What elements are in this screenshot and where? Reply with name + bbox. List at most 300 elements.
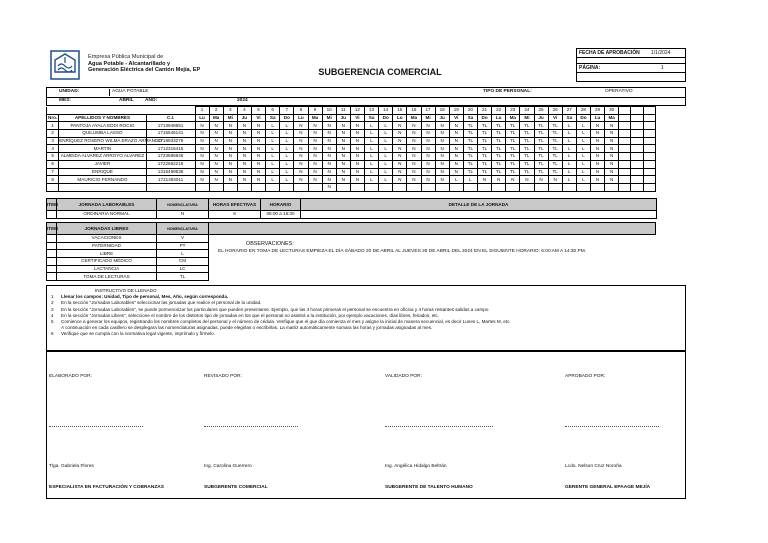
list-item <box>47 235 209 243</box>
shift-cell: N <box>322 137 336 145</box>
day-number: 1 <box>195 107 209 115</box>
validated-by-role: SUBGERENTE DE TALENTO HUMANO <box>385 485 473 490</box>
weekday-label: Lu <box>591 114 605 122</box>
shift-cell: N <box>591 176 605 184</box>
shift-cell: N <box>421 176 435 184</box>
shift-cell: N <box>336 160 350 168</box>
day-number: 23 <box>506 107 520 115</box>
shift-cell: TL <box>492 153 506 161</box>
shift-cell: N <box>506 176 520 184</box>
shift-cell: N <box>252 153 266 161</box>
weekday-label: Ju <box>534 114 548 122</box>
shift-cell: L <box>365 168 379 176</box>
empty-cell <box>619 122 631 130</box>
shift-cell: N <box>393 137 407 145</box>
empty-cell <box>643 160 655 168</box>
shift-name-header: JORNADA LABORABLES <box>57 199 157 211</box>
shift-cell: L <box>379 122 393 130</box>
shift-cell: TL <box>534 153 548 161</box>
shift-cell: N <box>591 160 605 168</box>
shift-cell <box>562 183 576 191</box>
shift-cell <box>393 183 407 191</box>
shift-cell: N <box>336 176 350 184</box>
unit-value: AGUA POTABLE <box>109 89 252 96</box>
empty-cell <box>619 168 631 176</box>
shift-cell: TL <box>478 168 492 176</box>
employee-ci: 1315498636 <box>146 168 195 176</box>
shift-cell: N <box>195 176 209 184</box>
weekday-label: Do <box>379 114 393 122</box>
shift-cell: L <box>266 137 280 145</box>
day-number: 5 <box>252 107 266 115</box>
empty-cell <box>619 130 631 138</box>
employee-name: PANTOJA AYALA EDDI ROCIO <box>59 122 146 130</box>
shift-cell: L <box>365 145 379 153</box>
shift-cell <box>350 183 364 191</box>
table-row <box>47 145 656 153</box>
shift-cell: TL <box>520 168 534 176</box>
shift-cell <box>449 183 463 191</box>
shift-cell: N <box>421 168 435 176</box>
working-shifts-table <box>46 198 657 219</box>
shift-cell: TL <box>548 122 562 130</box>
weekday-label: Do <box>576 114 590 122</box>
approval-date-value: 1/1/2024 <box>651 50 671 56</box>
company-logo-icon <box>50 50 80 80</box>
shift-cell: TL <box>520 122 534 130</box>
shift-cell: L <box>562 122 576 130</box>
empty-cell <box>643 122 655 130</box>
shift-cell: N <box>252 160 266 168</box>
shift-cell: L <box>280 130 294 138</box>
shift-cell: N <box>294 153 308 161</box>
shift-cell: N <box>195 122 209 130</box>
weekday-label: Ma <box>506 114 520 122</box>
shift-cell <box>534 183 548 191</box>
shift-cell: N <box>421 122 435 130</box>
weekday-label: Mi <box>322 114 336 122</box>
day-number: 27 <box>562 107 576 115</box>
signature-line <box>385 426 493 427</box>
shift-cell: L <box>379 176 393 184</box>
blank-cell <box>47 107 196 115</box>
shift-cell: N <box>393 168 407 176</box>
weekday-label: Lu <box>195 114 209 122</box>
table-row <box>47 137 656 145</box>
empty-cell <box>643 137 655 145</box>
table-row <box>47 153 656 161</box>
shift-cell: N <box>294 137 308 145</box>
shift-cell: L <box>365 137 379 145</box>
weekday-label: Sa <box>365 114 379 122</box>
shift-cell: L <box>562 160 576 168</box>
shift-cell: N <box>322 176 336 184</box>
weekday-label: Vi <box>449 114 463 122</box>
shift-cell <box>336 183 350 191</box>
shift-cell: N <box>449 160 463 168</box>
day-number: 3 <box>223 107 237 115</box>
shift-cell: N <box>421 160 435 168</box>
shift-cell: N <box>407 122 421 130</box>
empty-cell <box>47 235 57 243</box>
shift-cell: N <box>195 153 209 161</box>
shift-cell <box>548 183 562 191</box>
row-number: 4 <box>47 145 59 153</box>
shift-cell: L <box>379 130 393 138</box>
shift-cell: N <box>435 130 449 138</box>
shift-cell: N <box>195 137 209 145</box>
weekday-label: Sa <box>266 114 280 122</box>
free-day-name: LACTANCIA <box>57 265 157 273</box>
shift-cell: TL <box>478 122 492 130</box>
shift-code-header: NOMENCLATURA <box>157 199 209 211</box>
day-number: 20 <box>463 107 477 115</box>
list-item <box>47 258 209 266</box>
weekday-label: Do <box>478 114 492 122</box>
shift-cell: N <box>492 176 506 184</box>
shift-cell: L <box>379 145 393 153</box>
shift-cell: N <box>308 122 322 130</box>
shift-cell: L <box>562 176 576 184</box>
shift-cell: N <box>209 145 223 153</box>
shift-cell: N <box>252 122 266 130</box>
shift-cell <box>463 183 477 191</box>
reviewed-by-name: Ing. Carolina Guerrero <box>204 464 252 469</box>
shift-cell: N <box>591 137 605 145</box>
shift-cell: L <box>463 176 477 184</box>
shift-cell: TL <box>463 137 477 145</box>
shift-cell: N <box>435 153 449 161</box>
empty-cell <box>631 114 643 122</box>
signatures-box <box>46 351 686 499</box>
free-code-header: NOMENCLATURA <box>157 223 209 235</box>
day-number: 26 <box>548 107 562 115</box>
shift-cell: N <box>308 145 322 153</box>
free-day-code: TL <box>157 273 209 281</box>
shift-cell: L <box>576 168 590 176</box>
shift-cell: TL <box>506 160 520 168</box>
shift-cell <box>506 183 520 191</box>
shift-cell: N <box>548 176 562 184</box>
day-number: 21 <box>478 107 492 115</box>
ci-header: C.I. <box>146 114 195 122</box>
staff-type-label: TIPO DE PERSONAL: <box>483 89 532 94</box>
shift-cell: N <box>449 122 463 130</box>
shift-cell: N <box>195 160 209 168</box>
day-number: 10 <box>322 107 336 115</box>
shift-cell <box>605 183 619 191</box>
table-row <box>47 122 656 130</box>
shift-cell: L <box>280 153 294 161</box>
empty-cell <box>619 160 631 168</box>
weekday-label: Ju <box>237 114 251 122</box>
shift-cell: N <box>252 168 266 176</box>
shift-cell: TL <box>520 137 534 145</box>
shift-cell: L <box>280 160 294 168</box>
shift-cell: N <box>223 176 237 184</box>
weekday-label: Sa <box>562 114 576 122</box>
shift-cell: N <box>435 176 449 184</box>
shift-cell: N <box>308 168 322 176</box>
instruction-number: 3 <box>51 306 54 312</box>
shift-cell: N <box>435 122 449 130</box>
employee-ci: 1718933276 <box>146 137 195 145</box>
month-value: ABRIL <box>119 98 134 103</box>
approval-date-label: FECHA DE APROBACIÓN <box>579 50 640 56</box>
weekday-label: Ma <box>308 114 322 122</box>
empty-cell <box>643 176 655 184</box>
shift-cell: L <box>562 137 576 145</box>
shift-cell: TL <box>520 160 534 168</box>
weekday-label: Ju <box>336 114 350 122</box>
shift-cell: N <box>308 176 322 184</box>
shift-cell: N <box>252 176 266 184</box>
shift-cell: L <box>266 130 280 138</box>
day-number: 9 <box>308 107 322 115</box>
day-number: 22 <box>492 107 506 115</box>
schedule-table <box>46 106 656 192</box>
day-number: 30 <box>605 107 619 115</box>
reviewed-by-role: SUBGERENTE COMERCIAL <box>204 485 268 490</box>
shift-cell: N <box>237 145 251 153</box>
day-number: 6 <box>266 107 280 115</box>
row-number: 2 <box>47 130 59 138</box>
shift-cell: N <box>336 153 350 161</box>
shift-cell: N <box>294 145 308 153</box>
validated-by-name: Ing. Angélica Hidalgo Beltrán <box>385 464 447 469</box>
employee-name: ENRÍQUEZ ROSERO WILMA ERAZO ARMANDO <box>59 138 162 144</box>
shift-cell: N <box>336 130 350 138</box>
employee-ci: 1715546141 <box>146 130 195 138</box>
shift-cell: N <box>591 153 605 161</box>
free-day-name: TOMA DE LECTURAS <box>57 273 157 281</box>
weekday-label: Vi <box>350 114 364 122</box>
shift-hours-header: HORAS EFECTIVAS <box>209 199 261 211</box>
free-name-header: JORNADAS LIBRES <box>57 223 157 235</box>
shift-cell: N <box>322 122 336 130</box>
shift-cell: L <box>379 168 393 176</box>
shift-cell: N <box>605 122 619 130</box>
row-number: 8 <box>47 176 59 184</box>
empty-cell <box>619 107 631 115</box>
empty-cell <box>643 168 655 176</box>
shift-cell: N <box>421 145 435 153</box>
free-day-name: LIBRE <box>57 250 157 258</box>
shift-cell: N <box>449 145 463 153</box>
employee-name: MAURICIO FERNANDO <box>59 176 146 184</box>
shift-cell: L <box>266 168 280 176</box>
shift-cell: TL <box>463 168 477 176</box>
empty-cell <box>47 242 57 250</box>
empty-cell <box>47 273 57 281</box>
shift-cell: N <box>605 160 619 168</box>
shift-cell: N <box>308 130 322 138</box>
signature-line <box>565 426 659 427</box>
shift-cell: N <box>605 130 619 138</box>
empty-cell <box>631 145 643 153</box>
shift-cell: N <box>252 145 266 153</box>
shift-detail-header: DETALLE DE LA JORNADA <box>301 199 657 211</box>
shift-cell: N <box>393 176 407 184</box>
shift-cell: L <box>365 130 379 138</box>
shift-cell: N <box>294 122 308 130</box>
shift-cell: N <box>449 130 463 138</box>
shift-cell: N <box>449 137 463 145</box>
shift-cell: L <box>379 160 393 168</box>
weekday-label: Mi <box>223 114 237 122</box>
empty-cell <box>619 114 631 122</box>
observations-text: EL HORARIO EN TOMA DE LECTURAS EMPIEZA EL DÍA SÁBADO 20 DE ABRIL AL JUEVES 26 DE ABRIL DEL 2024 EN EL SIGUIENTE HORARIO: 6:00 AM A 14:30 PM. <box>218 249 587 254</box>
shift-cell: TL <box>534 160 548 168</box>
shift-cell: N <box>237 153 251 161</box>
shift-cell: N <box>421 137 435 145</box>
shift-cell: N <box>294 160 308 168</box>
free-day-name: CERTIFICADO MÉDICO <box>57 258 157 266</box>
employee-name <box>59 183 146 191</box>
instruction-text: En la sección "Jornadas Libres", seleccione el nombre de los distintos tipo de jornadas en los que el personal no asistirá a la institución, por ejemplo vacaciones, días libres, feriados, etc. <box>61 312 440 318</box>
shift-cell: N <box>209 176 223 184</box>
shift-cell <box>421 183 435 191</box>
shift-cell: L <box>266 176 280 184</box>
shift-cell: N <box>336 122 350 130</box>
shift-cell <box>576 183 590 191</box>
shift-cell: N <box>421 130 435 138</box>
shift-cell <box>237 183 251 191</box>
shift-cell <box>435 183 449 191</box>
shift-cell: L <box>576 153 590 161</box>
employee-name: QUILUMBA LASSO <box>59 130 146 138</box>
info-section <box>46 87 686 106</box>
shift-cell: L <box>266 160 280 168</box>
row-number <box>47 183 59 191</box>
shift-cell: N <box>591 130 605 138</box>
shift-cell: N <box>308 160 322 168</box>
shift-cell: N <box>350 160 364 168</box>
employee-name: MARTIN <box>59 145 146 153</box>
page-title: SUBGERENCIA COMERCIAL <box>318 67 442 77</box>
shift-schedule-header: HORARIO <box>261 199 301 211</box>
shift-cell: N <box>605 176 619 184</box>
shift-cell: N <box>322 145 336 153</box>
shift-cell: N <box>209 130 223 138</box>
prepared-by-name: Tlga. Gabriela Flores <box>49 464 94 469</box>
empty-cell <box>47 258 57 266</box>
shift-cell: N <box>322 130 336 138</box>
list-item <box>47 250 209 258</box>
list-item <box>47 265 209 273</box>
shift-cell: TL <box>492 145 506 153</box>
shift-cell: L <box>280 145 294 153</box>
shift-cell: N <box>237 176 251 184</box>
shift-cell: N <box>223 153 237 161</box>
weekday-label: Mi <box>520 114 534 122</box>
shift-cell: N <box>209 168 223 176</box>
validated-by-label: VALIDADO POR: <box>385 374 422 379</box>
shift-cell <box>308 183 322 191</box>
shift-cell: TL <box>506 145 520 153</box>
shift-cell: N <box>435 160 449 168</box>
day-number: 14 <box>379 107 393 115</box>
shift-cell: N <box>237 122 251 130</box>
shift-cell: N <box>407 130 421 138</box>
empty-cell <box>631 130 643 138</box>
day-number: 24 <box>520 107 534 115</box>
shift-cell: N <box>223 130 237 138</box>
weekday-label: Vi <box>548 114 562 122</box>
shift-cell: N <box>605 153 619 161</box>
day-number: 25 <box>534 107 548 115</box>
org-line-2: Agua Potable - Alcantarillado y <box>88 60 171 67</box>
shift-code: N <box>157 211 209 219</box>
shift-cell: L <box>280 176 294 184</box>
shift-cell: N <box>591 122 605 130</box>
shift-cell: TL <box>534 122 548 130</box>
shift-cell: N <box>223 137 237 145</box>
empty-cell <box>631 176 643 184</box>
instruction-text: Comience a generar los equipos, registrando los nombres completos del personal y el número de cédula. Verifique que el que día comienza el mes y asigne la inicial de manera secuencial, es decir Lunes L, Martes M, etc. <box>61 319 511 325</box>
free-day-code: CM <box>157 258 209 266</box>
weekday-label: Ju <box>435 114 449 122</box>
shift-cell: TL <box>492 160 506 168</box>
shift-cell: N <box>294 176 308 184</box>
approval-box <box>576 48 686 82</box>
day-number: 8 <box>294 107 308 115</box>
shift-cell: N <box>350 176 364 184</box>
shift-cell: L <box>576 176 590 184</box>
shift-cell: N <box>237 130 251 138</box>
shift-cell: N <box>350 130 364 138</box>
shift-cell: L <box>576 122 590 130</box>
weekday-label: Lu <box>393 114 407 122</box>
weekday-label: Sa <box>463 114 477 122</box>
free-day-name: PATERNIDAD <box>57 242 157 250</box>
shift-cell: N <box>223 168 237 176</box>
shift-cell: N <box>322 160 336 168</box>
day-number: 29 <box>591 107 605 115</box>
free-days-table <box>46 222 209 281</box>
employee-name: JAVIER <box>59 160 146 168</box>
shift-cell: N <box>350 168 364 176</box>
empty-cell <box>643 107 655 115</box>
shift-cell: L <box>576 145 590 153</box>
shift-cell: TL <box>463 122 477 130</box>
instruction-number: 5 <box>51 319 54 325</box>
day-number: 28 <box>576 107 590 115</box>
shift-cell: N <box>435 145 449 153</box>
shift-cell: N <box>209 137 223 145</box>
shift-cell: N <box>252 137 266 145</box>
shift-cell: TL <box>548 160 562 168</box>
empty-cell <box>631 122 643 130</box>
free-day-name: VACACIONES <box>57 235 157 243</box>
employee-name: ALMEIDA ALVAREZ ARROYO ALVAREZ <box>59 153 146 161</box>
observations-label: OBSERVACIONES: <box>246 241 294 247</box>
employee-ci: 1723586846 <box>146 153 195 161</box>
shift-cell: TL <box>492 137 506 145</box>
shift-cell: TL <box>478 160 492 168</box>
shift-cell: N <box>294 130 308 138</box>
instructions-box <box>46 285 686 351</box>
shift-cell: TL <box>548 145 562 153</box>
shift-cell: L <box>449 176 463 184</box>
nro-header: Nro. <box>48 115 58 121</box>
year-value: 2024 <box>237 98 248 103</box>
prepared-by-role: ESPECIALISTA EN FACTURACIÓN Y COBRANZAS <box>49 485 164 490</box>
shift-cell <box>209 183 223 191</box>
shift-cell: N <box>393 145 407 153</box>
shift-cell: TL <box>534 168 548 176</box>
empty-cell <box>643 183 655 191</box>
